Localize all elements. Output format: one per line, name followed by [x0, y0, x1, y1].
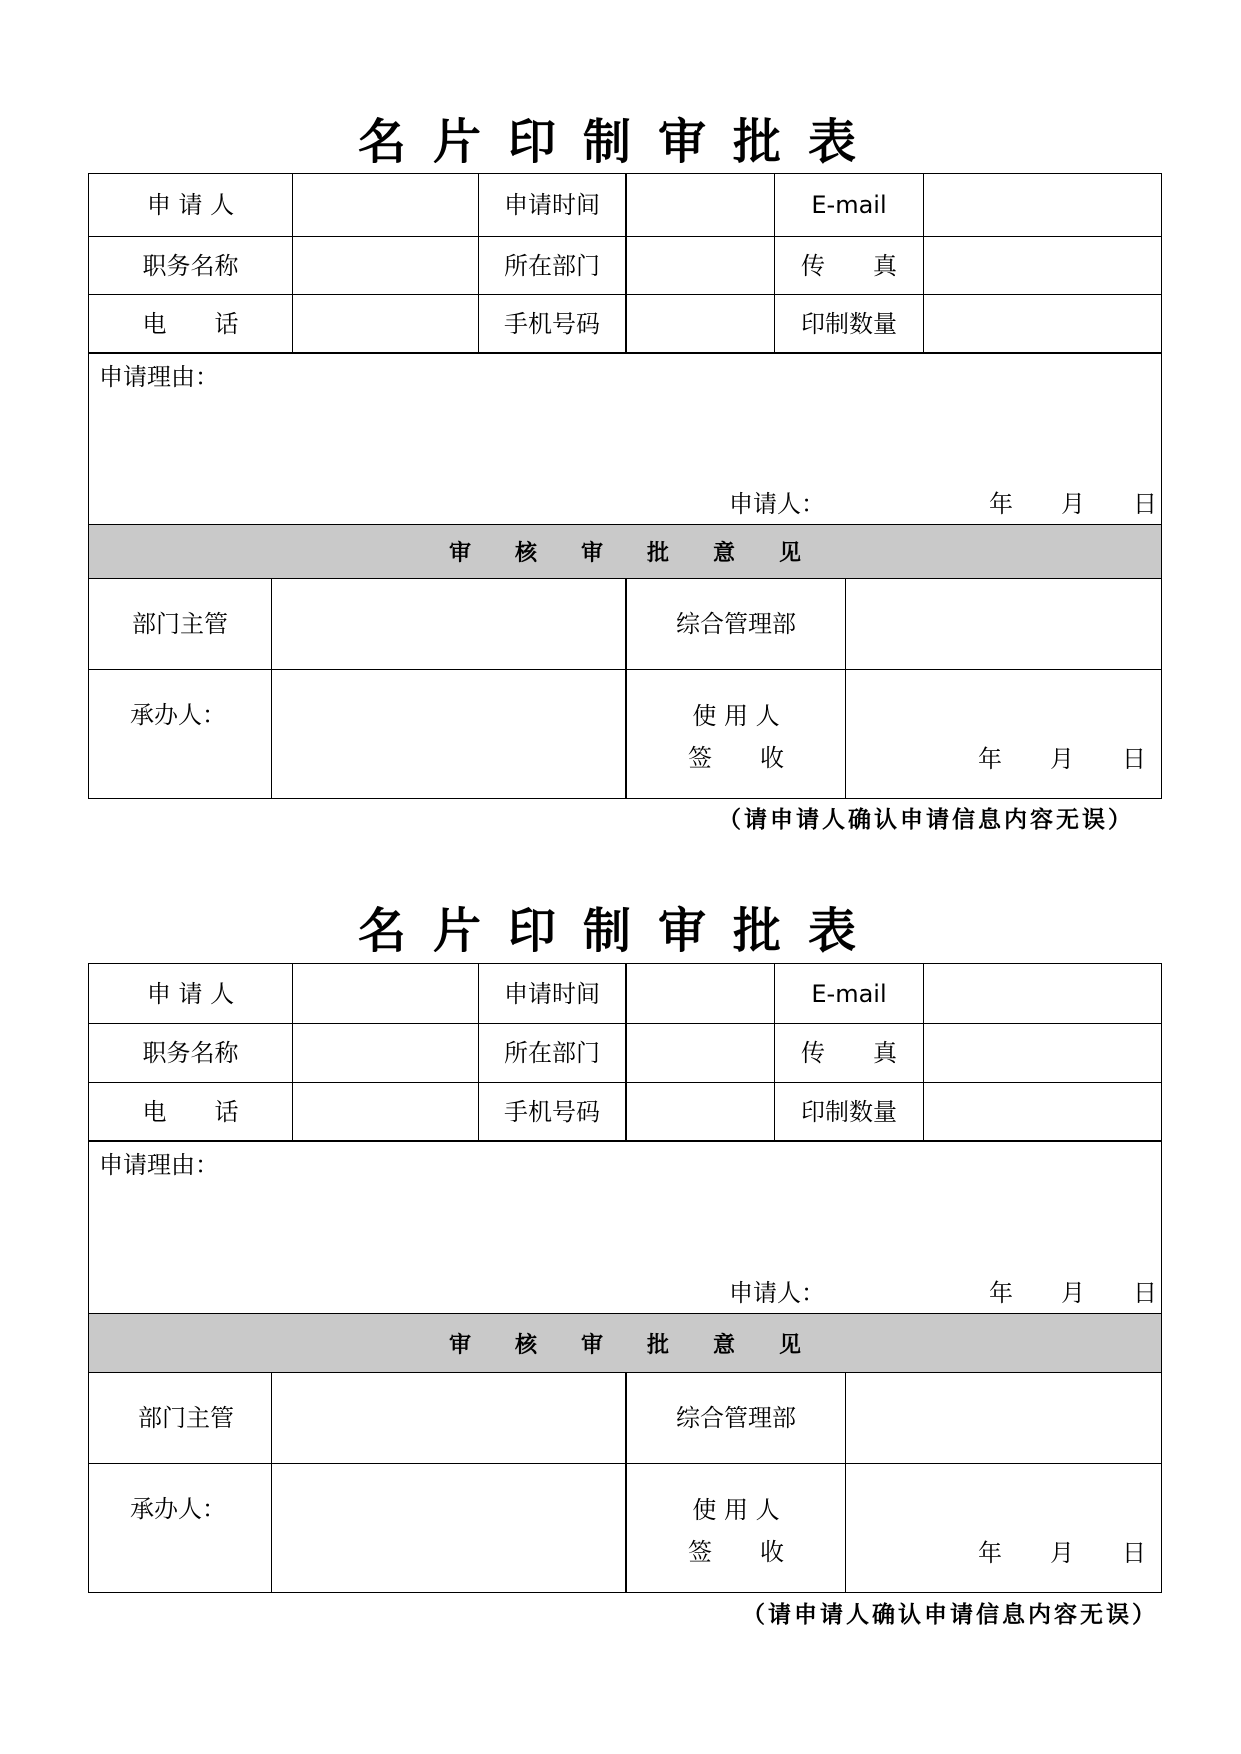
review-header: 审核审批意见 — [448, 541, 845, 566]
print-qty-field[interactable] — [924, 295, 1161, 352]
user-sign-label-1: 使 用 人 — [692, 1496, 780, 1524]
handler-field[interactable] — [272, 670, 625, 798]
phone-label: 电 话 — [142, 309, 239, 338]
form-title: 名片印制审批表 — [357, 114, 883, 170]
confirm-note: （请申请人确认申请信息内容无误） — [742, 1602, 1158, 1628]
phone-field[interactable] — [293, 295, 478, 352]
dept-supervisor-field[interactable] — [272, 579, 625, 669]
general-admin-field[interactable] — [846, 1373, 1161, 1463]
print-qty-field[interactable] — [924, 1083, 1161, 1140]
form-title: 名片印制审批表 — [357, 903, 883, 959]
fax-label: 传 真 — [801, 251, 897, 280]
mobile-field[interactable] — [627, 1083, 774, 1140]
apply-time-label: 申请时间 — [504, 191, 600, 219]
apply-date: 年 月 日 — [989, 1279, 1157, 1307]
mobile-field[interactable] — [627, 295, 774, 352]
dept-supervisor-label: 部门主管 — [132, 610, 228, 638]
dept-supervisor-field[interactable] — [272, 1373, 625, 1463]
email-field[interactable] — [924, 964, 1161, 1023]
apply-date: 年 月 日 — [989, 490, 1157, 518]
email-label: E-mail — [811, 979, 887, 1008]
print-qty-label: 印制数量 — [801, 1097, 897, 1126]
reason-label: 申请理由： — [99, 1151, 219, 1179]
receipt-date: 年 月 日 — [978, 745, 1146, 773]
department-field[interactable] — [627, 237, 774, 294]
position-label: 职务名称 — [142, 1039, 239, 1067]
applicant-label: 申 请 人 — [146, 979, 235, 1008]
applicant-sign-label: 申请人： — [729, 490, 825, 518]
review-header: 审核审批意见 — [448, 1332, 845, 1358]
fax-field[interactable] — [924, 1024, 1161, 1082]
print-qty-label: 印制数量 — [801, 309, 897, 338]
reason-label: 申请理由： — [99, 363, 219, 391]
user-sign-label-1: 使 用 人 — [692, 702, 780, 730]
dept-supervisor-label: 部门主管 — [138, 1404, 234, 1432]
mobile-label: 手机号码 — [504, 309, 600, 338]
user-sign-label-2: 签 收 — [688, 1538, 784, 1566]
email-field[interactable] — [924, 174, 1161, 236]
position-field[interactable] — [293, 1024, 478, 1082]
department-field[interactable] — [627, 1024, 774, 1082]
mobile-label: 手机号码 — [504, 1097, 600, 1126]
applicant-field[interactable] — [293, 174, 478, 236]
phone-field[interactable] — [293, 1083, 478, 1140]
apply-time-field[interactable] — [627, 964, 774, 1023]
apply-time-label: 申请时间 — [504, 979, 600, 1008]
general-admin-field[interactable] — [846, 579, 1161, 669]
user-sign-field[interactable] — [846, 670, 1161, 798]
user-sign-field[interactable] — [846, 1464, 1161, 1592]
confirm-note: （请申请人确认申请信息内容无误） — [718, 807, 1134, 833]
department-label: 所在部门 — [504, 1039, 600, 1067]
email-label: E-mail — [811, 191, 887, 219]
handler-label: 承办人： — [130, 1495, 226, 1523]
fax-field[interactable] — [924, 237, 1161, 294]
general-admin-label: 综合管理部 — [676, 1404, 796, 1432]
general-admin-label: 综合管理部 — [676, 610, 796, 638]
applicant-sign-label: 申请人： — [729, 1279, 825, 1307]
apply-time-field[interactable] — [627, 174, 774, 236]
position-field[interactable] — [293, 237, 478, 294]
receipt-date: 年 月 日 — [978, 1539, 1146, 1567]
applicant-label: 申 请 人 — [146, 191, 235, 219]
position-label: 职务名称 — [142, 251, 239, 280]
fax-label: 传 真 — [801, 1039, 897, 1067]
handler-field[interactable] — [272, 1464, 625, 1592]
department-label: 所在部门 — [504, 251, 600, 280]
applicant-field[interactable] — [293, 964, 478, 1023]
phone-label: 电 话 — [142, 1097, 239, 1126]
user-sign-label-2: 签 收 — [688, 744, 784, 772]
handler-label: 承办人： — [130, 701, 226, 729]
